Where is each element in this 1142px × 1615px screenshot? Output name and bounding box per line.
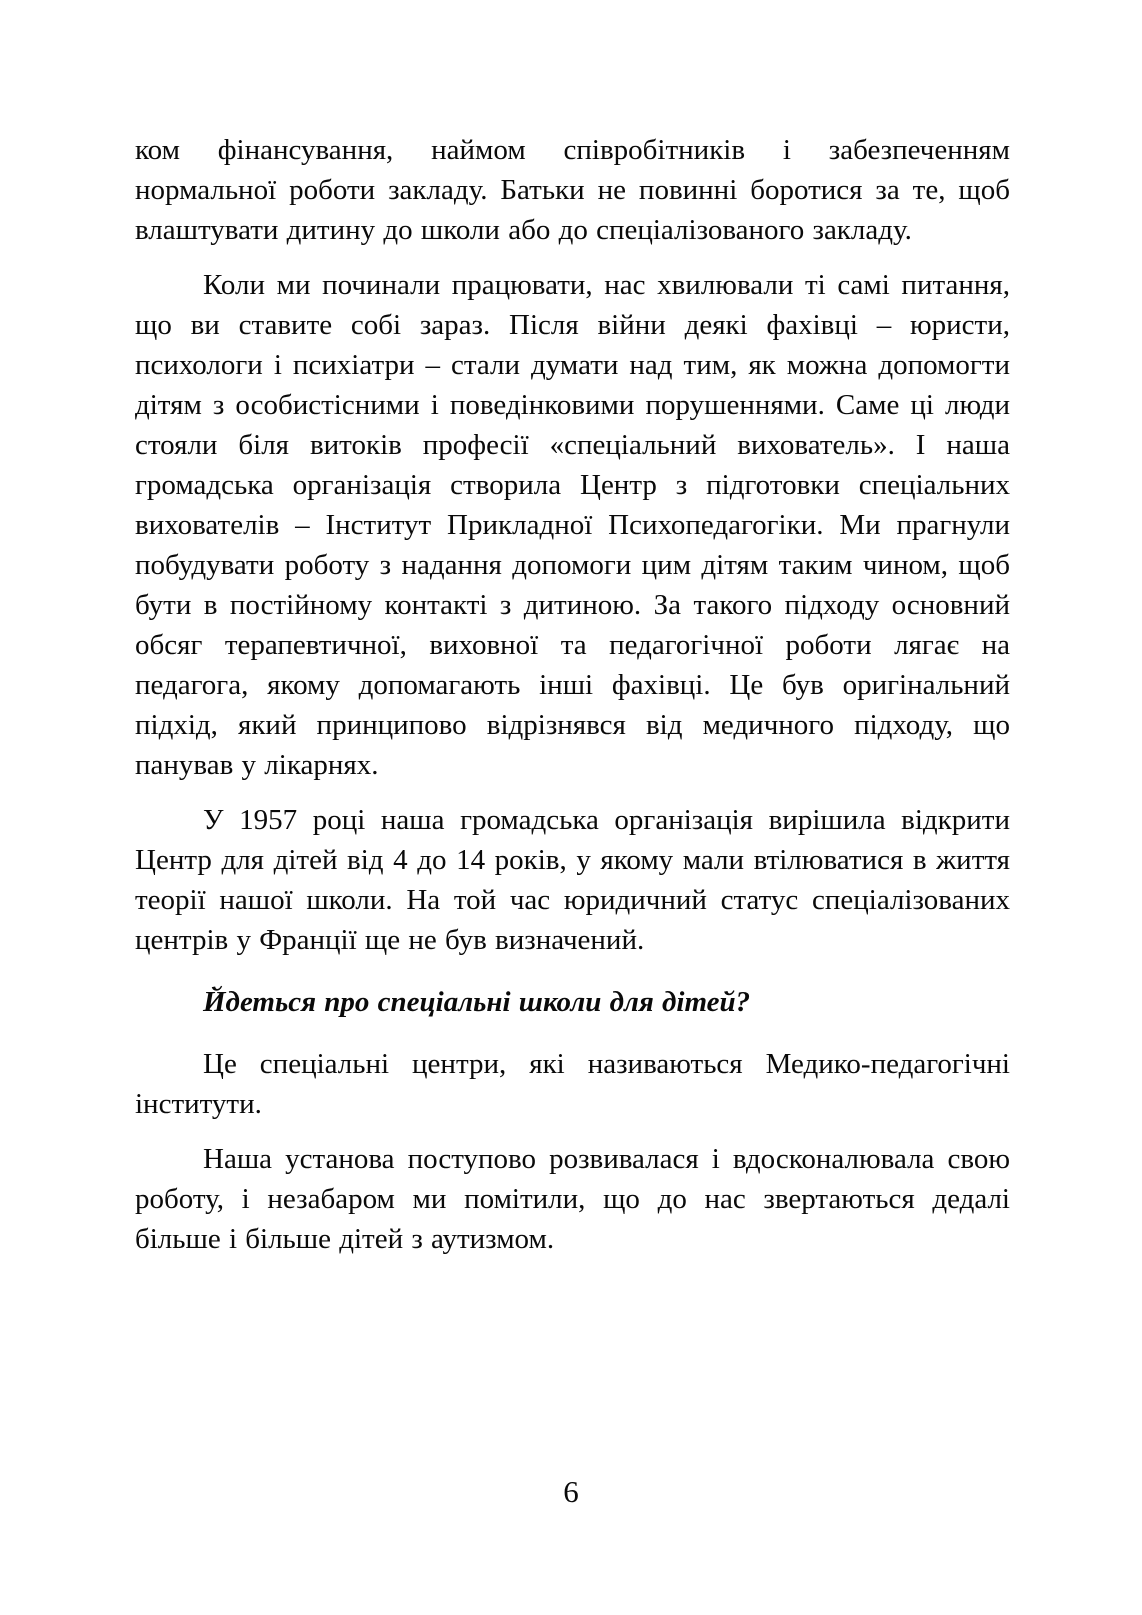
page-number: 6 [563,1474,579,1509]
paragraph-continuation: ком фінансування, наймом співробітників і забезпеченням нормальної роботи закладу. Батьки не повинні боротися за те, щоб влаштувати дитину до школи або до спеціалізованого закладу. [135,134,1010,246]
paragraph-1957-center: У 1957 році наша громадська організація вирішила відкрити Центр для дітей від 4 до 14 років, у якому мали втілюватися в життя теорії нашої школи. На той час юридичний статус спеціалізованих центрів у Франції ще не був визначений. [135,804,1010,956]
paragraph-history: Коли ми починали працювати, нас хвилювали ті самі питання, що ви ставите собі зараз. Після війни деякі фахівці – юристи, психологи і психіатри – стали думати над тим, як можна допомогти дітям з особистісними і поведінковими порушеннями. Саме ці люди стояли біля витоків професії «спеціальний вихователь». І наша громадська організація створила Центр з підготовки спеціальних вихователів – Інститут Прикладної Психопедагогіки. Ми прагнули побудувати роботу з надання допомоги цим дітям таким чином, щоб бути в постійному контакті з дитиною. За такого підходу основний обсяг терапевтичної, виховної та педагогічної роботи лягає на педагога, якому допомагають інші фахівці. Це був оригінальний підхід, який принципово відрізнявся від медичного підходу, що панував у лікарнях. [135,269,1010,781]
paragraph-answer: Це спеціальні центри, які називаються Медико-педагогічні інститути. [135,1048,1010,1120]
paragraph-growth: Наша установа поступово розвивалася і вдосконалювала свою роботу, і незабаром ми помітили, що до нас звертаються дедалі більше і більше дітей з аутизмом. [135,1143,1010,1255]
text-block [135,130,1010,1274]
interview-question: Йдеться про спеціальні школи для дітей? [203,986,751,1018]
